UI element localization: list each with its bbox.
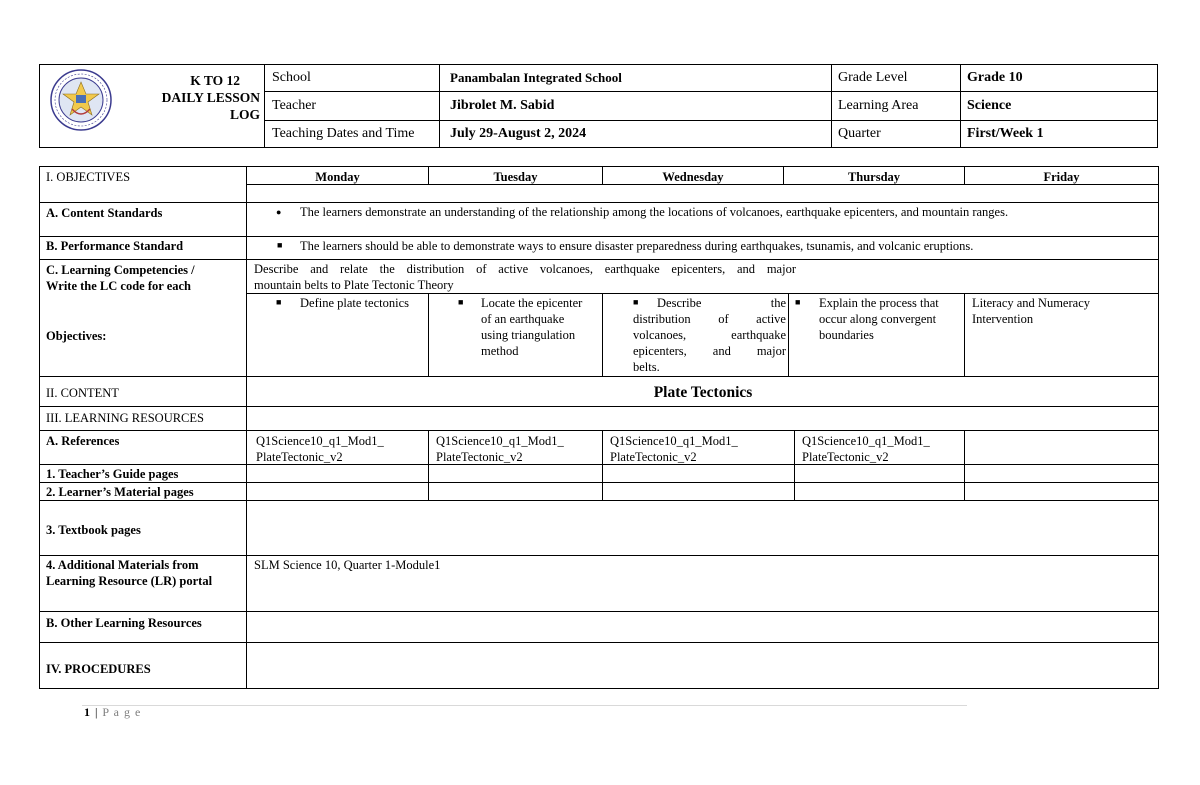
dates-value: July 29-August 2, 2024: [450, 126, 587, 141]
school-value: Panambalan Integrated School: [450, 70, 622, 85]
area-value: Science: [967, 98, 1012, 113]
grade-value: Grade 10: [967, 70, 1023, 85]
objective-tuesday: [481, 295, 601, 359]
dates-label: Teaching Dates and Time: [272, 126, 415, 141]
objective-wednesday: [633, 295, 786, 375]
day-header-monday: Monday: [315, 170, 360, 184]
teacher-label: Teacher: [272, 98, 317, 113]
procedures-heading: IV. PROCEDURES: [46, 662, 151, 676]
bullet-icon: ■: [458, 297, 464, 307]
quarter-label: Quarter: [838, 126, 881, 141]
other-resources-label: B. Other Learning Resources: [46, 616, 202, 630]
day-header-thursday: Thursday: [847, 170, 901, 184]
word: volcanoes,: [633, 328, 687, 342]
objective-tuesday-line: of an earthquake: [481, 312, 565, 326]
day-header-tuesday: Tuesday: [493, 170, 538, 184]
dll-title: [150, 72, 260, 123]
objective-wednesday-line: [633, 295, 786, 311]
objective-tuesday-line: using triangulation: [481, 328, 576, 342]
word: epicenters,: [633, 344, 687, 358]
objective-wednesday-line: [633, 343, 786, 359]
bullet-icon: ■: [276, 297, 282, 307]
content-heading: II. CONTENT: [46, 386, 119, 400]
resources-heading: III. LEARNING RESOURCES: [46, 411, 204, 425]
content-standards-text: The learners demonstrate an understanding of the relationship among the locations of volcanoes, earthquake epicenters, and mountain ranges.: [300, 205, 1009, 219]
quarter-value: First/Week 1: [967, 126, 1044, 141]
reference-line2: PlateTectonic_v2: [436, 450, 523, 464]
reference-wednesday: [610, 433, 790, 465]
objective-monday: Define plate tectonics: [300, 296, 409, 310]
teachers-guide-label: 1. Teacher’s Guide pages: [46, 467, 179, 481]
day-header-wednesday: Wednesday: [662, 170, 724, 184]
word: major: [756, 344, 786, 358]
word: distribution: [633, 312, 691, 326]
lc-text-line2: mountain belts to Plate Tectonic Theory: [254, 278, 454, 292]
deped-seal-logo: [50, 69, 112, 131]
day-header-friday: Friday: [1043, 170, 1080, 184]
word: active: [756, 312, 786, 326]
reference-monday: [256, 433, 426, 465]
lc-label-line1: C. Learning Competencies /: [46, 263, 195, 277]
objective-thursday: [819, 295, 963, 343]
page-separator: |: [95, 705, 99, 719]
textbook-label: 3. Textbook pages: [46, 523, 141, 537]
learning-competency-text: [254, 261, 796, 293]
learners-material-label: 2. Learner’s Material pages: [46, 485, 194, 499]
page-number: 1: [84, 705, 91, 719]
objective-friday-line: Intervention: [972, 312, 1034, 326]
bullet-icon: ■: [795, 297, 801, 307]
reference-line2: PlateTectonic_v2: [802, 450, 889, 464]
reference-line1: Q1Science10_q1_Mod1_: [610, 434, 738, 448]
additional-materials-value: SLM Science 10, Quarter 1-Module1: [254, 558, 441, 572]
objectives-label: Objectives:: [46, 329, 107, 343]
reference-tuesday: [436, 433, 601, 465]
page-word: P a g e: [102, 705, 142, 719]
references-label: A. References: [46, 434, 120, 448]
objective-wednesday-line: belts.: [633, 360, 660, 374]
reference-line2: PlateTectonic_v2: [610, 450, 697, 464]
objective-thursday-line: Explain the process that: [819, 296, 939, 310]
learning-competencies-label: [46, 262, 195, 294]
dll-title-line3: LOG: [229, 107, 260, 122]
objective-wednesday-line: [633, 311, 786, 327]
area-label: Learning Area: [838, 98, 919, 113]
additional-materials-label: [46, 557, 212, 589]
reference-line1: Q1Science10_q1_Mod1_: [256, 434, 384, 448]
objective-tuesday-line: method: [481, 344, 519, 358]
grade-label: Grade Level: [838, 70, 908, 85]
performance-standard-label: B. Performance Standard: [46, 239, 184, 253]
performance-standard-text: The learners should be able to demonstrate ways to ensure disaster preparedness during earthquakes, tsunamis, and volcanic eruptions.: [300, 239, 974, 253]
teacher-value: Jibrolet M. Sabid: [450, 98, 555, 113]
additional-label-line1: 4. Additional Materials from: [46, 558, 199, 572]
word: of: [718, 312, 729, 326]
dll-title-line1: K TO 12: [190, 73, 240, 88]
objective-wednesday-line: [633, 327, 786, 343]
word: the: [770, 296, 786, 310]
reference-line1: Q1Science10_q1_Mod1_: [436, 434, 564, 448]
lc-label-line2: Write the LC code for each: [46, 279, 191, 293]
bullet-icon: ●: [276, 207, 282, 217]
objectives-heading: I. OBJECTIVES: [46, 170, 131, 184]
objective-friday: [972, 295, 1156, 327]
page-footer: [84, 704, 141, 720]
objective-tuesday-line: Locate the epicenter: [481, 296, 583, 310]
additional-label-line2: Learning Resource (LR) portal: [46, 574, 213, 588]
reference-line1: Q1Science10_q1_Mod1_: [802, 434, 930, 448]
word: Describe: [657, 296, 702, 310]
word: and: [712, 344, 731, 358]
objective-thursday-line: occur along convergent: [819, 312, 937, 326]
reference-thursday: [802, 433, 962, 465]
lc-text-line1: Describe and relate the distribution of active volcanoes, earthquake epicenters, and major: [254, 262, 796, 276]
footer-rule: [82, 705, 967, 706]
content-standards-label: A. Content Standards: [46, 206, 163, 220]
word: earthquake: [731, 328, 786, 342]
dll-title-line2: DAILY LESSON: [161, 90, 260, 105]
content-topic: Plate Tectonics: [653, 384, 753, 401]
bullet-icon: ■: [633, 297, 639, 307]
reference-line2: PlateTectonic_v2: [256, 450, 343, 464]
bullet-icon: ■: [277, 240, 283, 250]
school-label: School: [272, 70, 311, 85]
objective-friday-line: Literacy and Numeracy: [972, 296, 1090, 310]
objective-thursday-line: boundaries: [819, 328, 874, 342]
